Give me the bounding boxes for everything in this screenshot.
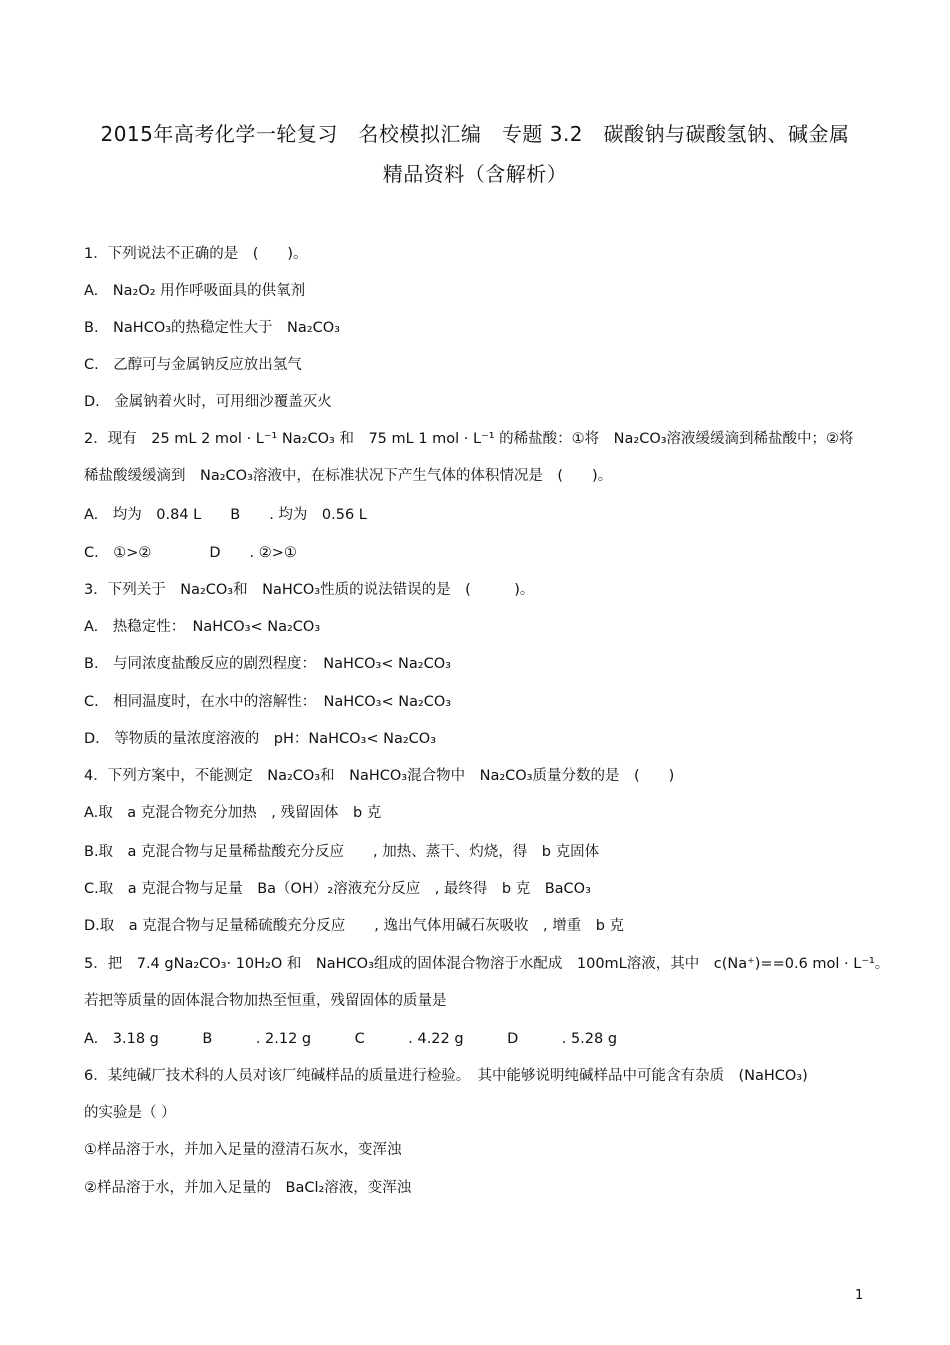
question-4-option-a: A.取 a 克混合物充分加热 , 残留固体 b 克 [84,805,382,821]
question-1-option-b: B. NaHCO₃的热稳定性大于 Na₂CO₃ [84,320,340,336]
question-6-item-2: ②样品溶于水，并加入足量的 BaCl₂溶液，变浑浊 [84,1180,412,1196]
question-4-option-b: B.取 a 克混合物与足量稀盐酸充分反应 , 加热、蒸干、灼烧，得 b 克固体 [84,844,600,860]
question-4-stem: 4．下列方案中，不能测定 Na₂CO₃和 NaHCO₃混合物中 Na₂CO₃质量分数的是 ( ) [84,768,675,784]
question-1-option-c: C. 乙醇可与金属钠反应放出氢气 [84,357,302,373]
question-6-stem-continued: 的实验是（ ） [84,1105,176,1121]
question-3-option-d: D. 等物质的量浓度溶液的 pH：NaHCO₃< Na₂CO₃ [84,731,437,747]
question-3-option-c: C. 相同温度时，在水中的溶解性： NaHCO₃< Na₂CO₃ [84,694,452,710]
question-4-option-c: C.取 a 克混合物与足量 Ba（OH）₂溶液充分反应 , 最终得 b 克 BaCO₃ [84,881,591,897]
question-1-option-a: A. Na₂O₂ 用作呼吸面具的供氧剂 [84,283,306,299]
question-5-stem-continued: 若把等质量的固体混合物加热至恒重，残留固体的质量是 [84,993,447,1009]
question-5-options: A. 3.18 g B . 2.12 g C . 4.22 g D . 5.28 g [84,1031,618,1047]
question-4-option-d: D.取 a 克混合物与足量稀硫酸充分反应 , 逸出气体用碱石灰吸收 , 增重 b 克 [84,918,625,934]
question-3-option-b: B. 与同浓度盐酸反应的剧烈程度： NaHCO₃< Na₂CO₃ [84,656,451,672]
question-6-item-1: ①样品溶于水，并加入足量的澄清石灰水，变浑浊 [84,1142,402,1158]
question-2-stem-continued: 稀盐酸缓缓滴到 Na₂CO₃溶液中，在标准状况下产生气体的体积情况是 ( )。 [84,468,613,484]
question-5-stem: 5．把 7.4 gNa₂CO₃· 10H₂O 和 NaHCO₃组成的固体混合物溶于水配成 100mL溶液，其中 c(Na⁺)==0.6 mol · L⁻¹。 [84,956,890,972]
question-2-options-ab: A. 均为 0.84 L B . 均为 0.56 L [84,507,367,523]
page-number: 1 [855,1288,864,1303]
question-3-stem: 3．下列关于 Na₂CO₃和 NaHCO₃性质的说法错误的是 ( )。 [84,582,535,598]
question-1-stem: 1．下列说法不正确的是 ( )。 [84,246,308,262]
question-3-option-a: A. 热稳定性： NaHCO₃< Na₂CO₃ [84,619,321,635]
document-title-line-1: 2015年高考化学一轮复习 名校模拟汇编 专题 3.2 碳酸钠与碳酸氢钠、碱金属 [100,122,850,146]
question-1-option-d: D. 金属钠着火时，可用细沙覆盖灭火 [84,394,332,410]
question-6-stem: 6．某纯碱厂技术科的人员对该厂纯碱样品的质量进行检验。 其中能够说明纯碱样品中可能含有杂质 (NaHCO₃) [84,1068,808,1084]
document-title-line-2: 精品资料（含解析） [382,162,568,186]
question-2-options-cd: C. ①>② D . ②>① [84,545,297,561]
question-2-stem: 2．现有 25 mL 2 mol · L⁻¹ Na₂CO₃ 和 75 mL 1 mol · L⁻¹ 的稀盐酸：①将 Na₂CO₃溶液缓缓滴到稀盐酸中；②将 [84,431,854,447]
